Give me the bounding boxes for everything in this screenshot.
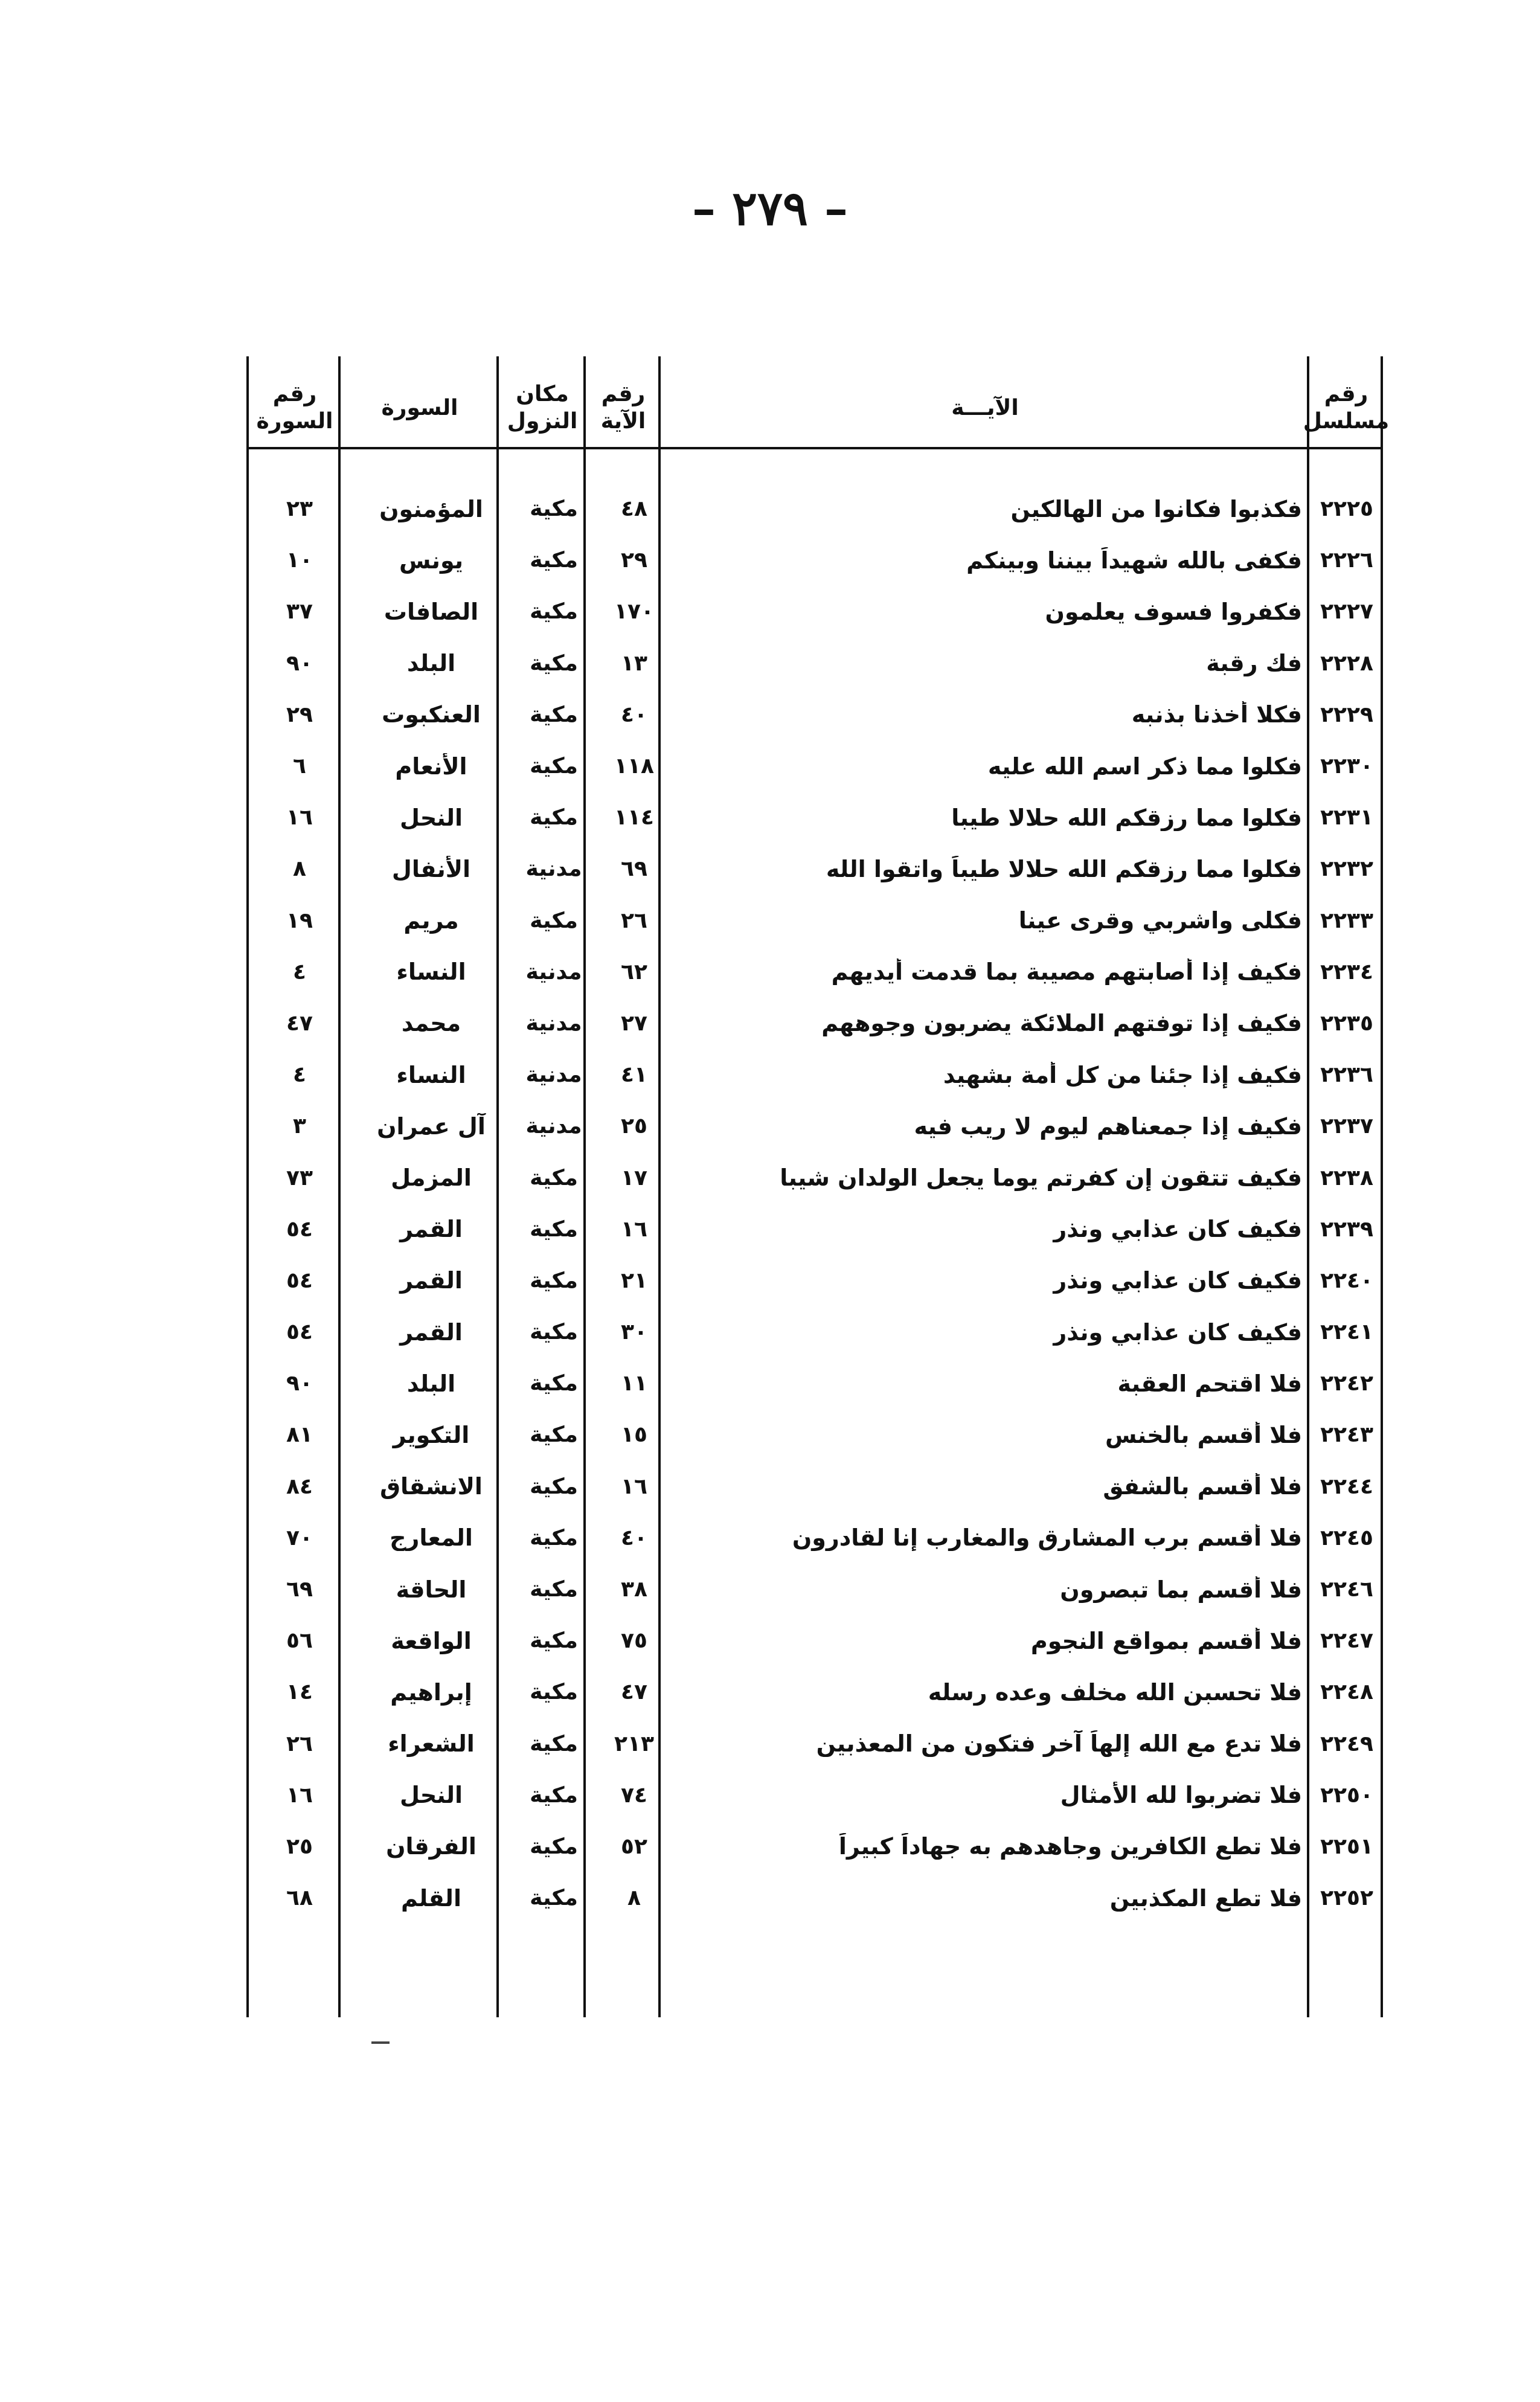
verse-index-table (246, 356, 1390, 2017)
serial-cell: ٢٢٥٠ (1320, 1782, 1373, 1808)
table-row (246, 1564, 1383, 1615)
place-cell: مكية (530, 1474, 578, 1499)
ayah-number-cell: ٧٤ (621, 1782, 647, 1808)
place-cell: مكية (530, 496, 578, 522)
surah-number-cell: ٥٤ (286, 1216, 313, 1242)
verse-cell: فكيف كان عذابي ونذر (1053, 1216, 1302, 1243)
place-cell: مكية (530, 1371, 578, 1396)
serial-cell: ٢٢٣٧ (1320, 1114, 1373, 1139)
surah-cell: المعارج (390, 1524, 473, 1552)
verse-cell: فلا تطع الكافرين وجاهدهم به جهاداً كبيراً (838, 1833, 1302, 1860)
serial-cell: ٢٢٤٥ (1320, 1525, 1373, 1550)
place-cell: مكية (530, 754, 578, 779)
serial-cell: ٢٢٣٦ (1320, 1062, 1373, 1088)
table-body (246, 483, 1383, 1924)
place-cell: مكية (530, 1628, 578, 1654)
header-place: مكان النزول (507, 382, 578, 434)
ayah-number-cell: ٢١٣ (614, 1731, 654, 1756)
header-surah: السورة (381, 395, 458, 420)
surah-number-cell: ٤٧ (286, 1010, 313, 1036)
surah-number-cell: ١٩ (286, 908, 313, 933)
surah-cell: البلد (406, 650, 456, 677)
serial-cell: ٢٢٣٤ (1320, 959, 1373, 984)
ayah-number-cell: ٤٠ (621, 1525, 647, 1550)
verse-cell: فلا تطع المكذبين (1109, 1884, 1302, 1912)
surah-cell: الحاقة (396, 1576, 467, 1603)
ayah-number-cell: ١٦ (621, 1216, 647, 1242)
surah-cell: المؤمنون (379, 495, 483, 522)
surah-cell: القلم (401, 1884, 461, 1912)
surah-number-cell: ٦٨ (286, 1886, 313, 1911)
header-verse: الآيـــة (951, 395, 1019, 420)
table-row (246, 792, 1383, 843)
surah-number-cell: ٣ (293, 1114, 306, 1139)
table-row (246, 1615, 1383, 1666)
verse-cell: فكذبوا فكانوا من الهالكين (1010, 495, 1302, 522)
surah-cell: الصافات (383, 598, 479, 625)
surah-cell: البلد (406, 1370, 456, 1397)
place-cell: مدنية (525, 959, 582, 984)
verse-cell: فلا تدع مع الله إلهاً آخر فتكون من المعذبين (816, 1730, 1302, 1758)
place-cell: مكية (530, 1320, 578, 1345)
ayah-number-cell: ٤٧ (621, 1680, 647, 1705)
place-cell: مكية (530, 702, 578, 727)
table-header (246, 356, 1390, 459)
surah-cell: القمر (400, 1267, 463, 1294)
surah-number-cell: ٨ (293, 856, 306, 882)
place-cell: مكية (530, 1731, 578, 1756)
table-row (246, 1770, 1383, 1821)
table-row (246, 895, 1383, 946)
header-ayah-number: رقم الآية (600, 382, 646, 434)
verse-cell: فلا أقسم برب المشارق والمغارب إنا لقادرون (792, 1524, 1302, 1552)
verse-cell: فلا أقسم بمواقع النجوم (1030, 1627, 1302, 1654)
serial-cell: ٢٢٤٤ (1320, 1474, 1373, 1499)
surah-number-cell: ٥٤ (286, 1268, 313, 1293)
surah-number-cell: ٧٣ (286, 1165, 313, 1190)
table-row (246, 638, 1383, 689)
verse-cell: فكيف إذا أصابتهم مصيبة بما قدمت أيديهم (831, 959, 1302, 986)
place-cell: مكية (530, 1525, 578, 1550)
serial-cell: ٢٢٥٢ (1320, 1886, 1373, 1911)
ayah-number-cell: ١١٤ (614, 805, 654, 830)
verse-cell: فكيف إذا جئنا من كل أمة بشهيد (943, 1061, 1302, 1088)
table-row (246, 1152, 1383, 1203)
ayah-number-cell: ٢٥ (621, 1114, 647, 1139)
surah-number-cell: ٣٧ (286, 599, 313, 625)
ayah-number-cell: ١٦ (621, 1474, 647, 1499)
ayah-number-cell: ٦٩ (621, 856, 647, 882)
place-cell: مكية (530, 1165, 578, 1190)
surah-cell: الأنفال (391, 855, 471, 882)
margin-mark (371, 2041, 390, 2044)
surah-number-cell: ٤ (293, 1062, 306, 1088)
verse-cell: فكفروا فسوف يعلمون (1045, 598, 1302, 625)
place-cell: مكية (530, 1886, 578, 1911)
verse-cell: فكيف كان عذابي ونذر (1053, 1267, 1302, 1294)
place-cell: مكية (530, 1834, 578, 1859)
place-cell: مدنية (525, 1062, 582, 1088)
table-row (246, 1306, 1383, 1358)
ayah-number-cell: ٢٩ (621, 548, 647, 573)
ayah-number-cell: ٢١ (621, 1268, 647, 1293)
table-row (246, 483, 1383, 535)
place-cell: مكية (530, 650, 578, 676)
surah-cell: العنكبوت (382, 701, 481, 728)
surah-cell: النساء (396, 959, 466, 986)
surah-cell: محمد (401, 1010, 461, 1037)
verse-cell: فكلى واشربي وقرى عينا (1018, 907, 1302, 934)
table-row (246, 1049, 1383, 1100)
serial-cell: ٢٢٤٣ (1320, 1422, 1373, 1448)
table-row (246, 740, 1383, 792)
verse-cell: فكيف كان عذابي ونذر (1053, 1318, 1302, 1346)
serial-cell: ٢٢٢٦ (1320, 548, 1373, 573)
surah-number-cell: ٩٠ (286, 650, 313, 676)
ayah-number-cell: ١١ (621, 1371, 647, 1396)
surah-cell: الشعراء (388, 1730, 475, 1758)
surah-cell: المزمل (391, 1164, 472, 1192)
serial-cell: ٢٢٤٩ (1320, 1731, 1373, 1756)
serial-cell: ٢٢٤٧ (1320, 1628, 1373, 1654)
ayah-number-cell: ٣٠ (621, 1320, 647, 1345)
table-row (246, 1821, 1383, 1872)
serial-cell: ٢٢٢٨ (1320, 650, 1373, 676)
surah-number-cell: ٥٦ (286, 1628, 313, 1654)
verse-cell: فكلا أخذنا بذنبه (1131, 701, 1302, 728)
serial-cell: ٢٢٤١ (1320, 1320, 1373, 1345)
page-number: – ٢٧٩ – (692, 181, 848, 236)
ayah-number-cell: ٢٧ (621, 1010, 647, 1036)
serial-cell: ٢٢٣٥ (1320, 1010, 1373, 1036)
surah-cell: القمر (400, 1318, 463, 1346)
place-cell: مكية (530, 1680, 578, 1705)
table-row (246, 946, 1383, 998)
ayah-number-cell: ٦٢ (621, 959, 647, 984)
surah-number-cell: ٨٤ (286, 1474, 313, 1499)
serial-cell: ٢٢٣٩ (1320, 1216, 1373, 1242)
surah-number-cell: ١٦ (286, 805, 313, 830)
table-row (246, 843, 1383, 894)
ayah-number-cell: ٣٨ (621, 1577, 647, 1602)
surah-cell: النحل (399, 1782, 463, 1809)
surah-number-cell: ١٦ (286, 1782, 313, 1808)
surah-number-cell: ١٤ (286, 1680, 313, 1705)
table-row (246, 1255, 1383, 1306)
table-row (246, 1461, 1383, 1512)
place-cell: مكية (530, 1216, 578, 1242)
verse-cell: فلا أقسم بالخنس (1105, 1421, 1302, 1448)
serial-cell: ٢٢٤٢ (1320, 1371, 1373, 1396)
ayah-number-cell: ١٧ (621, 1165, 647, 1190)
verse-cell: فكفى بالله شهيداً بيننا وبينكم (966, 547, 1302, 574)
serial-cell: ٢٢٤٠ (1320, 1268, 1373, 1293)
table-row (246, 1512, 1383, 1564)
place-cell: مكية (530, 908, 578, 933)
surah-number-cell: ٢٦ (286, 1731, 313, 1756)
serial-cell: ٢٢٣٣ (1320, 908, 1373, 933)
place-cell: مكية (530, 805, 578, 830)
serial-cell: ٢٢٢٧ (1320, 599, 1373, 625)
verse-cell: فكلوا مما رزقكم الله حلالا طيباً واتقوا الله (826, 855, 1302, 882)
surah-cell: التكوير (393, 1421, 470, 1448)
surah-cell: النحل (399, 804, 463, 831)
surah-number-cell: ٢٥ (286, 1834, 313, 1859)
surah-cell: إبراهيم (390, 1678, 472, 1706)
verse-cell: فكيف تتقون إن كفرتم يوما يجعل الولدان شيبا (780, 1164, 1302, 1192)
table-row (246, 1666, 1383, 1718)
place-cell: مكية (530, 1782, 578, 1808)
surah-number-cell: ٦ (293, 754, 306, 779)
place-cell: مكية (530, 548, 578, 573)
place-cell: مكية (530, 599, 578, 625)
serial-cell: ٢٢٤٨ (1320, 1680, 1373, 1705)
ayah-number-cell: ١٣ (621, 650, 647, 676)
serial-cell: ٢٢٣١ (1320, 805, 1373, 830)
serial-cell: ٢٢٣٠ (1320, 754, 1373, 779)
ayah-number-cell: ١٧٠ (614, 599, 654, 625)
surah-number-cell: ٩٠ (286, 1371, 313, 1396)
surah-cell: آل عمران (377, 1113, 486, 1140)
serial-cell: ٢٢٢٩ (1320, 702, 1373, 727)
surah-cell: الأنعام (395, 753, 467, 780)
serial-cell: ٢٢٢٥ (1320, 496, 1373, 522)
verse-cell: فكيف إذا جمعناهم ليوم لا ريب فيه (914, 1113, 1302, 1140)
table-row (246, 1872, 1383, 1924)
table-row (246, 998, 1383, 1049)
surah-cell: الواقعة (391, 1627, 472, 1654)
verse-cell: فكيف إذا توفتهم الملائكة يضربون وجوههم (821, 1010, 1302, 1037)
surah-cell: مريم (403, 907, 459, 934)
place-cell: مكية (530, 1268, 578, 1293)
surah-number-cell: ٧٠ (286, 1525, 313, 1550)
place-cell: مكية (530, 1577, 578, 1602)
surah-number-cell: ٤ (293, 959, 306, 984)
ayah-number-cell: ٤١ (621, 1062, 647, 1088)
surah-number-cell: ٥٤ (286, 1320, 313, 1345)
serial-cell: ٢٢٤٦ (1320, 1577, 1373, 1602)
header-serial: رقم مسلسل (1303, 382, 1390, 434)
ayah-number-cell: ٥٢ (621, 1834, 647, 1859)
ayah-number-cell: ٤٠ (621, 702, 647, 727)
table-row (246, 535, 1383, 586)
place-cell: مدنية (525, 1010, 582, 1036)
surah-cell: يونس (399, 547, 464, 574)
table-row (246, 586, 1383, 637)
verse-cell: فكلوا مما ذكر اسم الله عليه (987, 753, 1302, 780)
ayah-number-cell: ٨ (627, 1886, 641, 1911)
table-row (246, 1204, 1383, 1255)
verse-cell: فلا أقسم بما تبصرون (1060, 1576, 1302, 1603)
surah-number-cell: ٨١ (286, 1422, 313, 1448)
place-cell: مدنية (525, 1114, 582, 1139)
surah-number-cell: ١٠ (286, 548, 313, 573)
verse-cell: فلا تضربوا لله الأمثال (1060, 1782, 1302, 1809)
serial-cell: ٢٢٣٢ (1320, 856, 1373, 882)
place-cell: مدنية (525, 856, 582, 882)
table-row (246, 1718, 1383, 1770)
place-cell: مكية (530, 1422, 578, 1448)
verse-cell: فكلوا مما رزقكم الله حلالا طيبا (951, 804, 1302, 831)
verse-cell: فلا أقسم بالشفق (1103, 1473, 1302, 1500)
table-row (246, 1358, 1383, 1409)
serial-cell: ٢٢٣٨ (1320, 1165, 1373, 1190)
ayah-number-cell: ١٥ (621, 1422, 647, 1448)
ayah-number-cell: ٤٨ (621, 496, 647, 522)
surah-number-cell: ٦٩ (286, 1577, 313, 1602)
surah-cell: الفرقان (386, 1833, 476, 1860)
surah-number-cell: ٢٩ (286, 702, 313, 727)
surah-number-cell: ٢٣ (286, 496, 313, 522)
header-surah-number: رقم السورة (256, 382, 333, 434)
surah-cell: القمر (400, 1216, 463, 1243)
ayah-number-cell: ١١٨ (614, 754, 654, 779)
ayah-number-cell: ٧٥ (621, 1628, 647, 1654)
table-row (246, 1409, 1383, 1460)
verse-cell: فك رقبة (1206, 650, 1302, 677)
serial-cell: ٢٢٥١ (1320, 1834, 1373, 1859)
ayah-number-cell: ٢٦ (621, 908, 647, 933)
verse-cell: فلا تحسبن الله مخلف وعده رسله (928, 1678, 1302, 1706)
surah-cell: الانشقاق (380, 1473, 483, 1500)
table-row (246, 689, 1383, 740)
verse-cell: فلا اقتحم العقبة (1117, 1370, 1302, 1397)
table-row (246, 1100, 1383, 1152)
surah-cell: النساء (396, 1061, 466, 1088)
